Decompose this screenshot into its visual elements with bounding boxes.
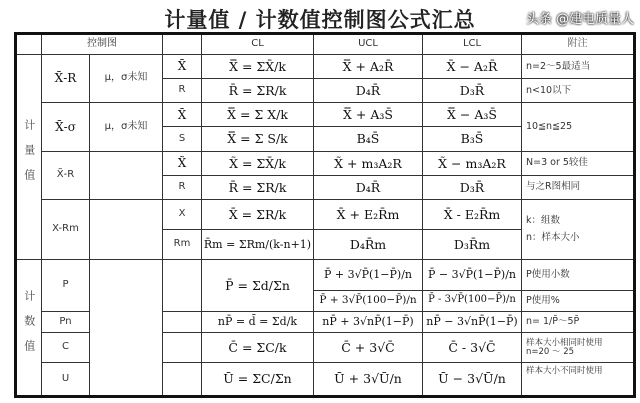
header-note: 附注 [522,34,635,55]
category-attribute: 计数值 [16,259,42,396]
ucl-formula: nP̄ + 3√nP̄(1−P̄) [314,311,423,333]
chart-type: U [42,363,90,397]
sub-chart: X̄ [163,103,202,127]
chart-type: P [42,259,90,311]
header-row [16,34,635,55]
sub-chart: Rm [163,229,202,259]
cl-formula: C̄ = ΣC/k [202,333,314,363]
sub-chart: R [163,175,202,199]
note: n<10以下 [522,79,635,103]
cl-formula: R̄ = ΣR/k [202,79,314,103]
lcl-formula: D₃R̄ [423,175,522,199]
cl-formula: R̄ = ΣR/k [202,175,314,199]
ucl-formula: P̄ + 3√P̄(100−P̄)/n [314,290,423,311]
cl-formula: Ū = ΣC/Σn [202,363,314,397]
chart-type: X-Rm [42,199,90,259]
table-row [16,259,635,290]
sub-chart: S [163,127,202,151]
ucl-formula: P̄ + 3√P̄(1−P̄)/n [314,259,423,290]
table-row [16,199,635,229]
table-row [16,151,635,175]
ucl-formula: X̿ + A₃S̄ [314,103,423,127]
chart-type: X̄-σ [42,103,90,151]
lcl-formula: nP̄ − 3√nP̄(1−P̄) [423,311,522,333]
chart-type: C [42,333,90,363]
ucl-formula: D₄R̄m [314,229,423,259]
sub-chart: X̃ [163,151,202,175]
chart-type: X̃-R [42,151,90,199]
cl-formula: X̄ = ΣR/k [202,199,314,229]
header-chart: 控制图 [42,34,163,55]
ucl-formula: D₄R̄ [314,175,423,199]
note: n= 1/P̄～5P̄ [522,311,635,333]
ucl-formula: B₄S̄ [314,127,423,151]
cl-formula: X̿ = Σ X/k [202,103,314,127]
watermark: 头条 @建电质量人 [525,12,634,27]
page-title: 计量值 / 计数值控制图公式汇总 [164,8,476,32]
condition: μ，σ未知 [90,103,163,151]
header-cl: CL [202,34,314,55]
cl-formula: X̿ = Σ S/k [202,127,314,151]
note: 与之R图相同 [522,175,635,199]
header-ucl: UCL [314,34,423,55]
lcl-formula: Ū − 3√Ū/n [423,363,522,397]
category-variable: 计量值 [16,55,42,260]
control-chart-formula-table [14,32,636,398]
lcl-formula: X̃ − m₃A₂R [423,151,522,175]
cl-formula: X̿ = ΣX̄/k [202,55,314,79]
cl-formula: R̄m = ΣRm/(k-n+1) [202,229,314,259]
note: 样本大小不同时使用 [522,363,635,397]
chart-type: Pn [42,311,90,333]
lcl-formula: B₃S̄ [423,127,522,151]
cl-formula: P̄ = Σd/Σn [202,259,314,311]
ucl-formula: D₄R̄ [314,79,423,103]
chart-type: X̄-R [42,55,90,103]
ucl-formula: X̃ + m₃A₂R [314,151,423,175]
ucl-formula: X̿ + A₂R̄ [314,55,423,79]
sub-chart: X [163,199,202,229]
ucl-formula: C̄ + 3√C̄ [314,333,423,363]
header-lcl: LCL [423,34,522,55]
note: N=3 or 5较佳 [522,151,635,175]
note: P使用小数 [522,259,635,290]
note: 样本大小相同时使用 n=20 ～ 25 [522,333,635,363]
note: 10≦n≦25 [522,103,635,151]
lcl-formula: D₃R̄ [423,79,522,103]
lcl-formula: X̄ - E₂R̄m [423,199,522,229]
lcl-formula: P̄ - 3√P̄(100−P̄)/n [423,290,522,311]
lcl-formula: P̄ − 3√P̄(1−P̄)/n [423,259,522,290]
lcl-formula: D₃R̄m [423,229,522,259]
table-row [16,103,635,127]
note: P使用% [522,290,635,311]
lcl-formula: C̄ - 3√C̄ [423,333,522,363]
sub-chart: R [163,79,202,103]
cl-formula: nP̄ = d̄ = Σd/k [202,311,314,333]
table-row [16,55,635,79]
lcl-formula: X̄ − A₂R̄ [423,55,522,79]
ucl-formula: Ū + 3√Ū/n [314,363,423,397]
sub-chart: X̄ [163,55,202,79]
ucl-formula: X̄ + E₂R̄m [314,199,423,229]
note: k：组数 n：样本大小 [522,199,635,259]
lcl-formula: X̿ − A₃S̄ [423,103,522,127]
cl-formula: X̃ = ΣX̄/k [202,151,314,175]
note: n=2～5最适当 [522,55,635,79]
condition: μ，σ未知 [90,55,163,103]
